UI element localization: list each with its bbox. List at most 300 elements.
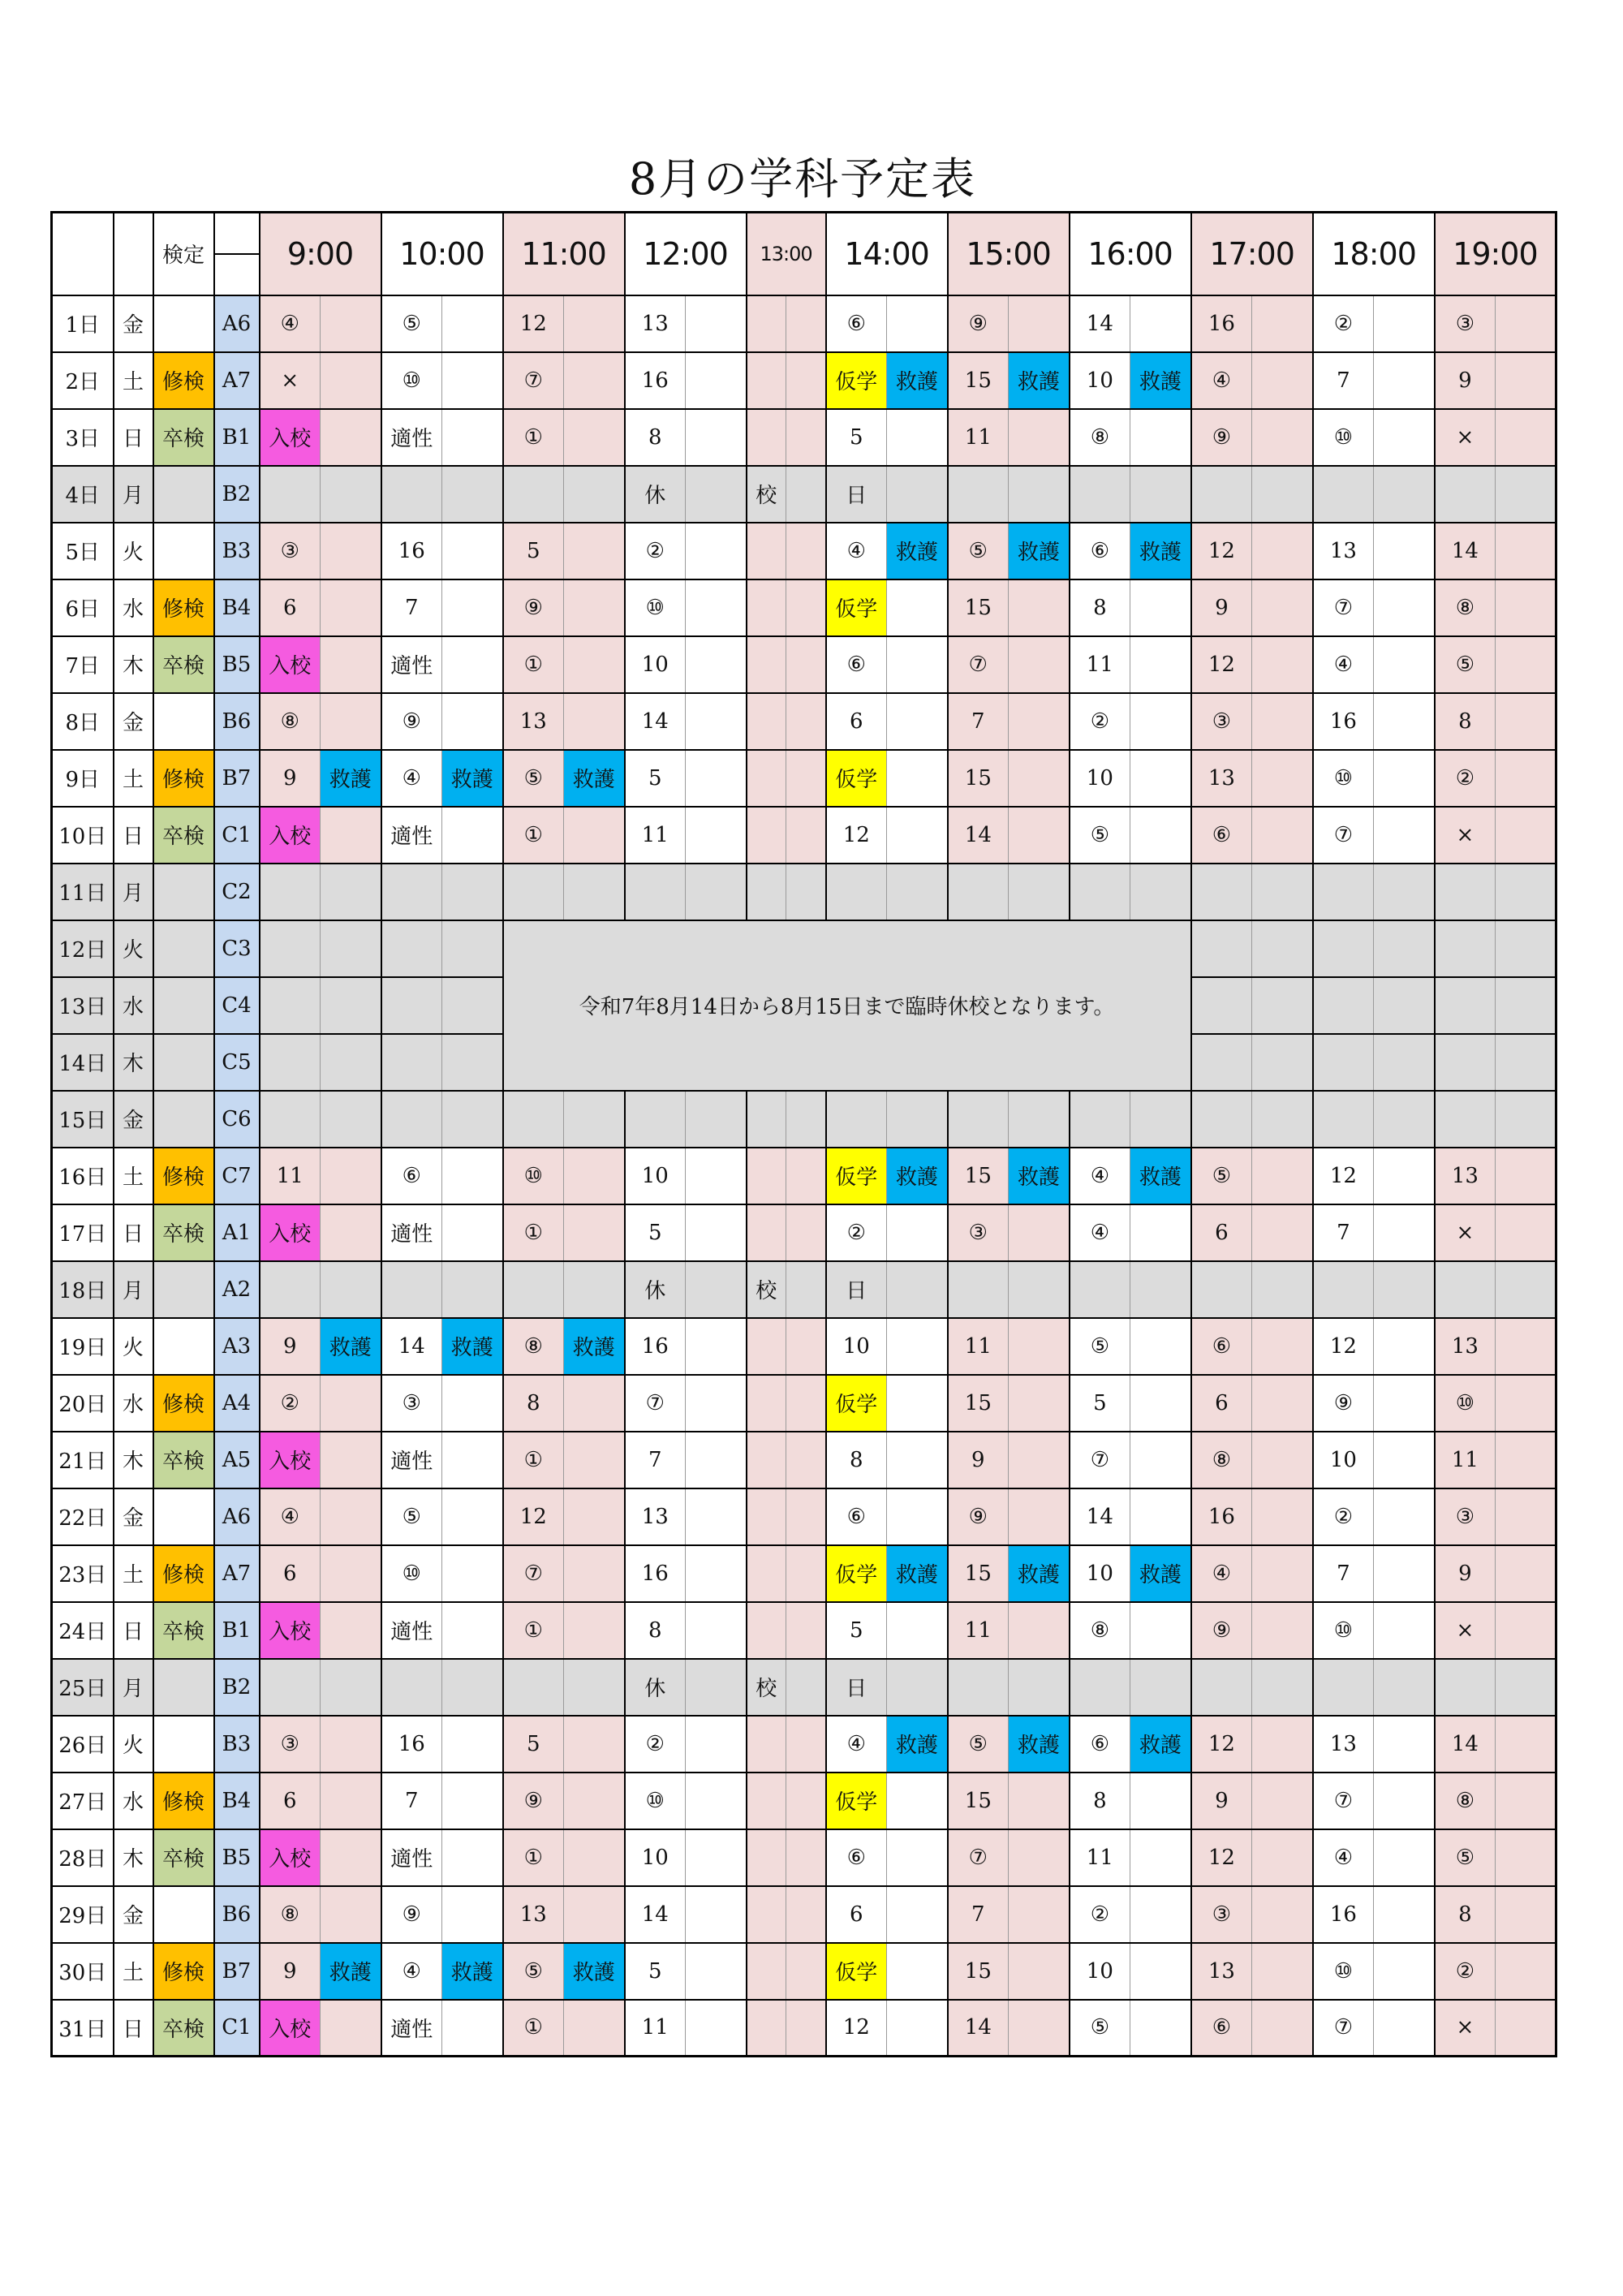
slot-13-00-b [786,636,826,693]
slot-12-00-a: ⑦ [625,1375,686,1432]
header-row [52,213,1556,295]
slot-18-00-b [1374,636,1435,693]
slot-16-00-b [1130,1886,1191,1943]
slot-13-00-b [786,864,826,920]
date-cell: 6日 [52,579,114,636]
slot-11-00-b [564,1545,625,1602]
slot-9-00-b [321,1375,381,1432]
slot-13-00-a [747,1602,786,1659]
slot-13-00-a: 校 [747,466,786,523]
slot-16-00-a: ④ [1070,1148,1130,1204]
schedule-row [52,352,1556,409]
slot-10-00-b [442,1148,503,1204]
slot-16-00-b [1130,466,1191,523]
slot-12-00-b [686,1545,747,1602]
slot-14-00-b [887,864,948,920]
slot-14-00-a [826,864,887,920]
slot-19-00-a: × [1435,1204,1496,1261]
slot-13-00-b [786,1602,826,1659]
slot-11-00-b: 救護 [564,1943,625,2000]
slot-13-00-a [747,1318,786,1375]
slot-15-00-b [1009,1432,1070,1488]
slot-12-00-a: 14 [625,1886,686,1943]
slot-17-00-b [1252,466,1313,523]
slot-18-00-a: 10 [1313,1432,1374,1488]
slot-19-00-a [1435,466,1496,523]
slot-11-00-b [564,1375,625,1432]
schedule-row [52,693,1556,750]
slot-11-00-b [564,466,625,523]
weekday-cell: 日 [114,2000,153,2057]
slot-10-00-a: ④ [381,1943,442,2000]
slot-11-00-b [564,1829,625,1886]
slot-13-00-a [747,295,786,352]
slot-14-00-a: 仮学 [826,1148,887,1204]
slot-19-00-a: ⑧ [1435,1773,1496,1829]
slot-11-00-b [564,1773,625,1829]
slot-12-00-a [625,864,686,920]
slot-12-00-a: 5 [625,1943,686,2000]
weekday-cell: 水 [114,977,153,1034]
exam-cell: 卒検 [153,1829,214,1886]
date-cell: 29日 [52,1886,114,1943]
slot-15-00-b: 救護 [1009,1148,1070,1204]
slot-13-00-b [786,352,826,409]
slot-14-00-b: 救護 [887,352,948,409]
slot-17-00-a: 12 [1191,523,1252,579]
header-code-cell [214,213,260,295]
slot-19-00-a [1435,864,1496,920]
slot-16-00-a: ⑧ [1070,1602,1130,1659]
slot-11-00-a: ⑦ [503,1545,564,1602]
exam-cell: 修検 [153,352,214,409]
slot-10-00-a: 16 [381,1716,442,1773]
slot-18-00-b [1374,1148,1435,1204]
slot-10-00-b [442,523,503,579]
slot-17-00-b [1252,1488,1313,1545]
slot-11-00-b [564,1432,625,1488]
slot-18-00-a: 16 [1313,693,1374,750]
slot-13-00-a [747,1375,786,1432]
date-cell: 23日 [52,1545,114,1602]
slot-12-00-b [686,1204,747,1261]
slot-18-00-b [1374,693,1435,750]
header-hour-11-00: 11:00 [503,213,625,295]
slot-11-00-b: 救護 [564,750,625,807]
slot-13-00-a [747,352,786,409]
slot-17-00-a: ③ [1191,1886,1252,1943]
slot-16-00-a: 10 [1070,750,1130,807]
slot-9-00-b [321,2000,381,2057]
exam-cell: 修検 [153,579,214,636]
slot-9-00-a: 入校 [260,409,321,466]
slot-19-00-b [1496,693,1556,750]
slot-14-00-b [887,1943,948,2000]
slot-12-00-b [686,1488,747,1545]
slot-10-00-b [442,807,503,864]
slot-18-00-a: 13 [1313,523,1374,579]
slot-12-00-b [686,636,747,693]
slot-13-00-a: 校 [747,1261,786,1318]
slot-9-00-b: 救護 [321,1943,381,2000]
slot-9-00-a: 11 [260,1148,321,1204]
slot-15-00-a: 14 [948,2000,1009,2057]
slot-10-00-a: 適性 [381,1204,442,1261]
slot-19-00-b [1496,579,1556,636]
slot-16-00-b [1130,1318,1191,1375]
slot-11-00-a: 12 [503,295,564,352]
slot-9-00-a: ④ [260,295,321,352]
slot-17-00-b [1252,1432,1313,1488]
slot-14-00-a: 6 [826,693,887,750]
slot-9-00-a: ③ [260,523,321,579]
slot-15-00-a [948,1261,1009,1318]
slot-17-00-b [1252,409,1313,466]
slot-18-00-b [1374,409,1435,466]
slot-9-00-a [260,466,321,523]
slot-19-00-b [1496,523,1556,579]
date-cell: 28日 [52,1829,114,1886]
slot-11-00-a: ⑨ [503,1773,564,1829]
slot-18-00-a: ⑩ [1313,1943,1374,2000]
date-cell: 26日 [52,1716,114,1773]
slot-17-00-b [1252,1773,1313,1829]
slot-11-00-a: ⑨ [503,579,564,636]
slot-16-00-b: 救護 [1130,1716,1191,1773]
slot-11-00-a: ⑧ [503,1318,564,1375]
slot-19-00-b [1496,409,1556,466]
date-cell: 11日 [52,864,114,920]
slot-14-00-a: 日 [826,1659,887,1716]
slot-11-00-a: ⑦ [503,352,564,409]
slot-17-00-a: 6 [1191,1204,1252,1261]
header-hour-19-00: 19:00 [1435,213,1556,295]
slot-18-00-a [1313,1034,1374,1091]
slot-12-00-a: 5 [625,1204,686,1261]
schedule-table [50,211,1557,2057]
slot-12-00-b [686,750,747,807]
slot-17-00-b [1252,920,1313,977]
slot-18-00-a: ⑩ [1313,409,1374,466]
slot-18-00-b [1374,1545,1435,1602]
slot-13-00-b [786,750,826,807]
slot-17-00-b [1252,295,1313,352]
date-cell: 4日 [52,466,114,523]
class-code-cell: A6 [214,295,260,352]
slot-18-00-a [1313,466,1374,523]
slot-18-00-b [1374,1602,1435,1659]
slot-14-00-b [887,1432,948,1488]
class-code-cell: C5 [214,1034,260,1091]
slot-13-00-a [747,523,786,579]
slot-9-00-b [321,636,381,693]
exam-cell: 修検 [153,750,214,807]
slot-16-00-a: 8 [1070,579,1130,636]
slot-17-00-b [1252,1602,1313,1659]
slot-15-00-a: 15 [948,579,1009,636]
weekday-cell: 金 [114,1886,153,1943]
class-code-cell: A4 [214,1375,260,1432]
slot-12-00-b [686,1375,747,1432]
date-cell: 22日 [52,1488,114,1545]
slot-14-00-a: ⑥ [826,295,887,352]
slot-10-00-a: 適性 [381,807,442,864]
exam-cell: 卒検 [153,1602,214,1659]
slot-10-00-b [442,409,503,466]
slot-16-00-b [1130,807,1191,864]
slot-19-00-b [1496,1375,1556,1432]
slot-14-00-a: 12 [826,2000,887,2057]
slot-14-00-b [887,1659,948,1716]
slot-16-00-b: 救護 [1130,1545,1191,1602]
weekday-cell: 日 [114,1204,153,1261]
schedule-row [52,1716,1556,1773]
class-code-cell: C4 [214,977,260,1034]
slot-10-00-b [442,579,503,636]
slot-9-00-b [321,466,381,523]
slot-13-00-a [747,1545,786,1602]
slot-16-00-b [1130,295,1191,352]
slot-9-00-a: 入校 [260,1204,321,1261]
slot-18-00-a: ⑩ [1313,750,1374,807]
slot-12-00-a: 16 [625,352,686,409]
slot-18-00-a: ② [1313,295,1374,352]
slot-18-00-a [1313,864,1374,920]
slot-12-00-b [686,523,747,579]
slot-17-00-b [1252,523,1313,579]
slot-15-00-a [948,864,1009,920]
slot-12-00-b [686,1318,747,1375]
slot-13-00-b [786,807,826,864]
slot-13-00-b [786,1773,826,1829]
class-code-cell: C1 [214,2000,260,2057]
slot-17-00-a: 12 [1191,1716,1252,1773]
slot-18-00-b [1374,920,1435,977]
date-cell: 5日 [52,523,114,579]
slot-13-00-a [747,2000,786,2057]
slot-17-00-b [1252,1716,1313,1773]
slot-19-00-a: ② [1435,750,1496,807]
slot-18-00-a: ⑦ [1313,1773,1374,1829]
date-cell: 16日 [52,1148,114,1204]
slot-9-00-a [260,1659,321,1716]
slot-12-00-a: 13 [625,295,686,352]
slot-9-00-a: 入校 [260,1829,321,1886]
slot-18-00-b [1374,807,1435,864]
schedule-row [52,2000,1556,2057]
exam-cell [153,1716,214,1773]
header-hour-16-00: 16:00 [1070,213,1191,295]
date-cell: 1日 [52,295,114,352]
slot-16-00-a: ② [1070,1886,1130,1943]
slot-17-00-a: 16 [1191,1488,1252,1545]
slot-15-00-a: ⑤ [948,523,1009,579]
slot-9-00-a: × [260,352,321,409]
slot-16-00-b [1130,1375,1191,1432]
schedule-row [52,1204,1556,1261]
slot-16-00-a: ④ [1070,1204,1130,1261]
schedule-row [52,1432,1556,1488]
header-weekday-blank [114,213,153,295]
weekday-cell: 月 [114,1261,153,1318]
slot-19-00-a: × [1435,807,1496,864]
slot-9-00-b [321,1261,381,1318]
exam-cell: 卒検 [153,409,214,466]
slot-10-00-a [381,1091,442,1148]
slot-11-00-a: ① [503,1829,564,1886]
slot-17-00-b [1252,1943,1313,2000]
slot-18-00-b [1374,1943,1435,2000]
slot-19-00-a: 9 [1435,1545,1496,1602]
slot-16-00-a [1070,1659,1130,1716]
weekday-cell: 土 [114,352,153,409]
slot-12-00-a: 10 [625,1148,686,1204]
header-hour-12-00: 12:00 [625,213,747,295]
slot-18-00-b [1374,1716,1435,1773]
slot-16-00-b [1130,750,1191,807]
slot-12-00-b [686,693,747,750]
slot-9-00-b: 救護 [321,750,381,807]
exam-cell [153,693,214,750]
slot-13-00-a [747,1943,786,2000]
slot-9-00-a [260,977,321,1034]
slot-11-00-b [564,1886,625,1943]
slot-16-00-a [1070,1261,1130,1318]
slot-19-00-a: × [1435,1602,1496,1659]
slot-11-00-a [503,1659,564,1716]
header-hour-18-00: 18:00 [1313,213,1435,295]
slot-10-00-a: ⑥ [381,1148,442,1204]
slot-14-00-b: 救護 [887,1148,948,1204]
slot-18-00-a: ⑦ [1313,2000,1374,2057]
slot-12-00-a: 8 [625,409,686,466]
slot-14-00-b [887,636,948,693]
weekday-cell: 火 [114,920,153,977]
exam-cell: 卒検 [153,636,214,693]
slot-14-00-b [887,1261,948,1318]
slot-19-00-a: ⑩ [1435,1375,1496,1432]
exam-cell: 修検 [153,1545,214,1602]
slot-9-00-a [260,1034,321,1091]
slot-17-00-b [1252,693,1313,750]
class-code-cell: B6 [214,1886,260,1943]
slot-10-00-b [442,1034,503,1091]
slot-12-00-a: 11 [625,2000,686,2057]
slot-11-00-a: ① [503,636,564,693]
slot-12-00-b [686,1716,747,1773]
exam-cell: 修検 [153,1773,214,1829]
weekday-cell: 土 [114,1148,153,1204]
slot-15-00-a: 15 [948,750,1009,807]
slot-18-00-b [1374,352,1435,409]
slot-16-00-a: ② [1070,693,1130,750]
slot-13-00-a [747,1886,786,1943]
slot-11-00-a: ① [503,1602,564,1659]
slot-11-00-a: ① [503,409,564,466]
slot-16-00-b [1130,1204,1191,1261]
slot-17-00-b [1252,807,1313,864]
slot-17-00-b [1252,1545,1313,1602]
slot-10-00-a: 16 [381,523,442,579]
slot-17-00-a: 6 [1191,1375,1252,1432]
slot-9-00-b [321,1034,381,1091]
schedule-row [52,1488,1556,1545]
slot-10-00-a: 適性 [381,636,442,693]
slot-15-00-b [1009,1204,1070,1261]
header-line [215,253,259,255]
slot-18-00-b [1374,977,1435,1034]
slot-17-00-a: 12 [1191,636,1252,693]
slot-15-00-a: 15 [948,1375,1009,1432]
slot-16-00-a: 14 [1070,295,1130,352]
slot-16-00-b [1130,1261,1191,1318]
slot-17-00-a: ⑨ [1191,1602,1252,1659]
slot-10-00-a: 適性 [381,2000,442,2057]
class-code-cell: B4 [214,1773,260,1829]
slot-10-00-b [442,1659,503,1716]
slot-9-00-b [321,1886,381,1943]
slot-13-00-b [786,2000,826,2057]
slot-12-00-a: 16 [625,1318,686,1375]
slot-12-00-a: 10 [625,1829,686,1886]
slot-15-00-a: 14 [948,807,1009,864]
exam-cell [153,1488,214,1545]
slot-17-00-a [1191,864,1252,920]
slot-10-00-b: 救護 [442,1943,503,2000]
slot-11-00-b [564,693,625,750]
slot-16-00-b [1130,1488,1191,1545]
date-cell: 19日 [52,1318,114,1375]
slot-15-00-a: 15 [948,1545,1009,1602]
slot-10-00-b [442,1716,503,1773]
slot-14-00-a: 5 [826,1602,887,1659]
slot-9-00-b [321,1659,381,1716]
slot-14-00-b [887,466,948,523]
slot-11-00-a: 12 [503,1488,564,1545]
weekday-cell: 金 [114,693,153,750]
slot-15-00-a: 11 [948,409,1009,466]
slot-15-00-b [1009,807,1070,864]
slot-11-00-a: ① [503,1204,564,1261]
slot-15-00-a: 11 [948,1318,1009,1375]
slot-16-00-b [1130,636,1191,693]
slot-16-00-a: 10 [1070,352,1130,409]
slot-10-00-a [381,920,442,977]
slot-16-00-a: 14 [1070,1488,1130,1545]
date-cell: 8日 [52,693,114,750]
slot-14-00-a: 仮学 [826,750,887,807]
slot-16-00-a: ⑥ [1070,1716,1130,1773]
slot-18-00-a: ② [1313,1488,1374,1545]
slot-19-00-a: 8 [1435,693,1496,750]
header-exam-label: 検定 [153,213,214,295]
slot-13-00-a [747,1773,786,1829]
weekday-cell: 木 [114,1034,153,1091]
exam-cell: 卒検 [153,1204,214,1261]
slot-12-00-a: 11 [625,807,686,864]
slot-15-00-a: ③ [948,1204,1009,1261]
slot-17-00-a [1191,920,1252,977]
slot-18-00-b [1374,1204,1435,1261]
slot-14-00-a: ⑥ [826,1829,887,1886]
weekday-cell: 土 [114,1943,153,2000]
slot-16-00-b: 救護 [1130,352,1191,409]
slot-10-00-a: 14 [381,1318,442,1375]
slot-12-00-a: ② [625,1716,686,1773]
slot-9-00-b [321,579,381,636]
slot-13-00-a [747,1432,786,1488]
slot-15-00-b [1009,1773,1070,1829]
